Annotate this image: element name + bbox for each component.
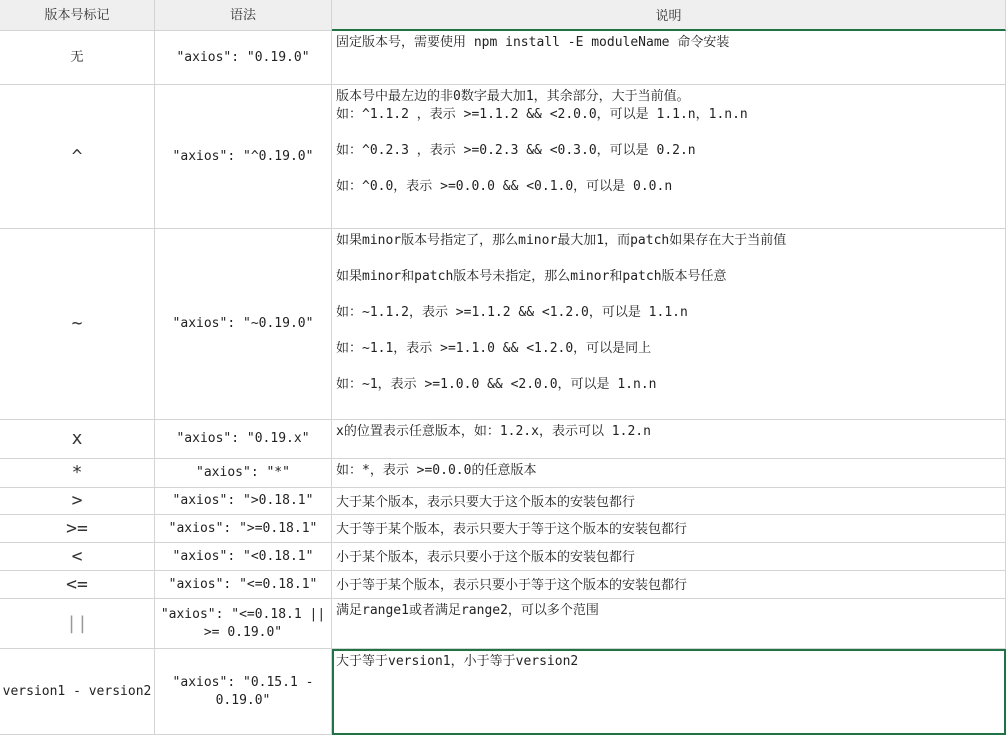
table-row: [0, 543, 1006, 571]
description-line: 如：~1，表示 >=1.0.0 && <2.0.0，可以是 1.n.n: [336, 377, 657, 392]
description-cell-selected[interactable]: [332, 649, 1006, 735]
description-line: 如：^1.1.2 ，表示 >=1.1.2 && <2.0.0，可以是 1.1.n，1.n.n: [336, 107, 748, 122]
header-row: [0, 0, 1006, 31]
description-line: x的位置表示任意版本，如：1.2.x，表示可以 1.2.n: [336, 424, 651, 439]
syntax-cell[interactable]: "axios": "^0.19.0": [155, 85, 332, 229]
column-header-syntax[interactable]: 语法: [155, 0, 332, 31]
syntax-cell[interactable]: "axios": "*": [155, 459, 332, 488]
description-line: 如：~1.1，表示 >=1.1.0 && <1.2.0，可以是同上: [336, 341, 652, 356]
marker-cell[interactable]: [0, 543, 155, 571]
description-line: 固定版本号，需要使用 npm install -E moduleName 命令安装: [336, 35, 730, 50]
description-line: 小于某个版本，表示只要小于这个版本的安装包都行: [336, 550, 636, 565]
table-row: [0, 515, 1006, 543]
description-cell[interactable]: [332, 31, 1006, 85]
marker-cell[interactable]: [0, 85, 155, 229]
marker-cell[interactable]: [0, 31, 155, 85]
description-line: 如果minor版本号指定了，那么minor最大加1，而patch如果存在大于当前值: [336, 233, 787, 248]
description-line: 版本号中最左边的非0数字最大加1，其余部分，大于当前值。: [336, 89, 690, 104]
marker-cell[interactable]: [0, 649, 155, 735]
marker-cell[interactable]: [0, 420, 155, 459]
syntax-cell[interactable]: "axios": "0.19.0": [155, 31, 332, 85]
marker-text: ~: [71, 313, 83, 334]
syntax-cell[interactable]: "axios": "0.19.x": [155, 420, 332, 459]
table-row: [0, 85, 1006, 229]
description-cell[interactable]: [332, 229, 1006, 420]
description-line: 大于等于version1，小于等于version2: [336, 654, 579, 669]
marker-text: *: [71, 462, 83, 483]
table-row: [0, 488, 1006, 515]
table-row: [0, 459, 1006, 488]
syntax-cell[interactable]: "axios": ">0.18.1": [155, 488, 332, 515]
table-row: [0, 599, 1006, 649]
marker-text: ^: [71, 145, 83, 167]
table-row: [0, 571, 1006, 599]
description-line: 如：*，表示 >=0.0.0的任意版本: [336, 463, 537, 478]
marker-text: >=: [66, 517, 88, 539]
marker-text: <: [71, 545, 83, 567]
description-cell[interactable]: [332, 420, 1006, 459]
description-cell[interactable]: [332, 571, 1006, 599]
marker-cell[interactable]: [0, 599, 155, 649]
syntax-cell[interactable]: "axios": "<=0.18.1 || >= 0.19.0": [155, 599, 332, 649]
syntax-cell[interactable]: "axios": "<=0.18.1": [155, 571, 332, 599]
marker-text: version1 - version2: [2, 683, 152, 699]
marker-text: 无: [70, 49, 84, 65]
description-cell[interactable]: [332, 459, 1006, 488]
description-line: 如：^0.0，表示 >=0.0.0 && <0.1.0，可以是 0.0.n: [336, 179, 673, 194]
marker-cell[interactable]: [0, 488, 155, 515]
marker-text: x: [71, 428, 83, 449]
description-line: 如：~1.1.2，表示 >=1.1.2 && <1.2.0，可以是 1.1.n: [336, 305, 688, 320]
marker-cell[interactable]: [0, 459, 155, 488]
marker-cell[interactable]: [0, 515, 155, 543]
syntax-cell[interactable]: "axios": "~0.19.0": [155, 229, 332, 420]
marker-text: ||: [66, 612, 88, 634]
description-cell[interactable]: [332, 515, 1006, 543]
description-line: 大于某个版本，表示只要大于这个版本的安装包都行: [336, 495, 636, 510]
description-line: 小于等于某个版本，表示只要小于等于这个版本的安装包都行: [336, 578, 688, 593]
description-cell[interactable]: [332, 543, 1006, 571]
description-line: 满足range1或者满足range2，可以多个范围: [336, 603, 599, 618]
syntax-cell[interactable]: "axios": "0.15.1 - 0.19.0": [155, 649, 332, 735]
marker-cell[interactable]: [0, 571, 155, 599]
syntax-cell[interactable]: "axios": ">=0.18.1": [155, 515, 332, 543]
marker-text: >: [71, 490, 83, 511]
table-row: [0, 31, 1006, 85]
description-cell[interactable]: [332, 599, 1006, 649]
description-line: 如：^0.2.3 ，表示 >=0.2.3 && <0.3.0，可以是 0.2.n: [336, 143, 696, 158]
description-line: 大于等于某个版本，表示只要大于等于这个版本的安装包都行: [336, 522, 688, 537]
marker-cell[interactable]: [0, 229, 155, 420]
description-cell[interactable]: [332, 85, 1006, 229]
table-row: [0, 649, 1006, 735]
column-header-description[interactable]: 说明: [332, 0, 1006, 31]
description-line: 如果minor和patch版本号未指定，那么minor和patch版本号任意: [336, 269, 727, 284]
table-row: [0, 229, 1006, 420]
column-header-marker[interactable]: 版本号标记: [0, 0, 155, 31]
description-cell[interactable]: [332, 488, 1006, 515]
table-row: [0, 420, 1006, 459]
marker-text: <=: [66, 573, 88, 595]
syntax-cell[interactable]: "axios": "<0.18.1": [155, 543, 332, 571]
